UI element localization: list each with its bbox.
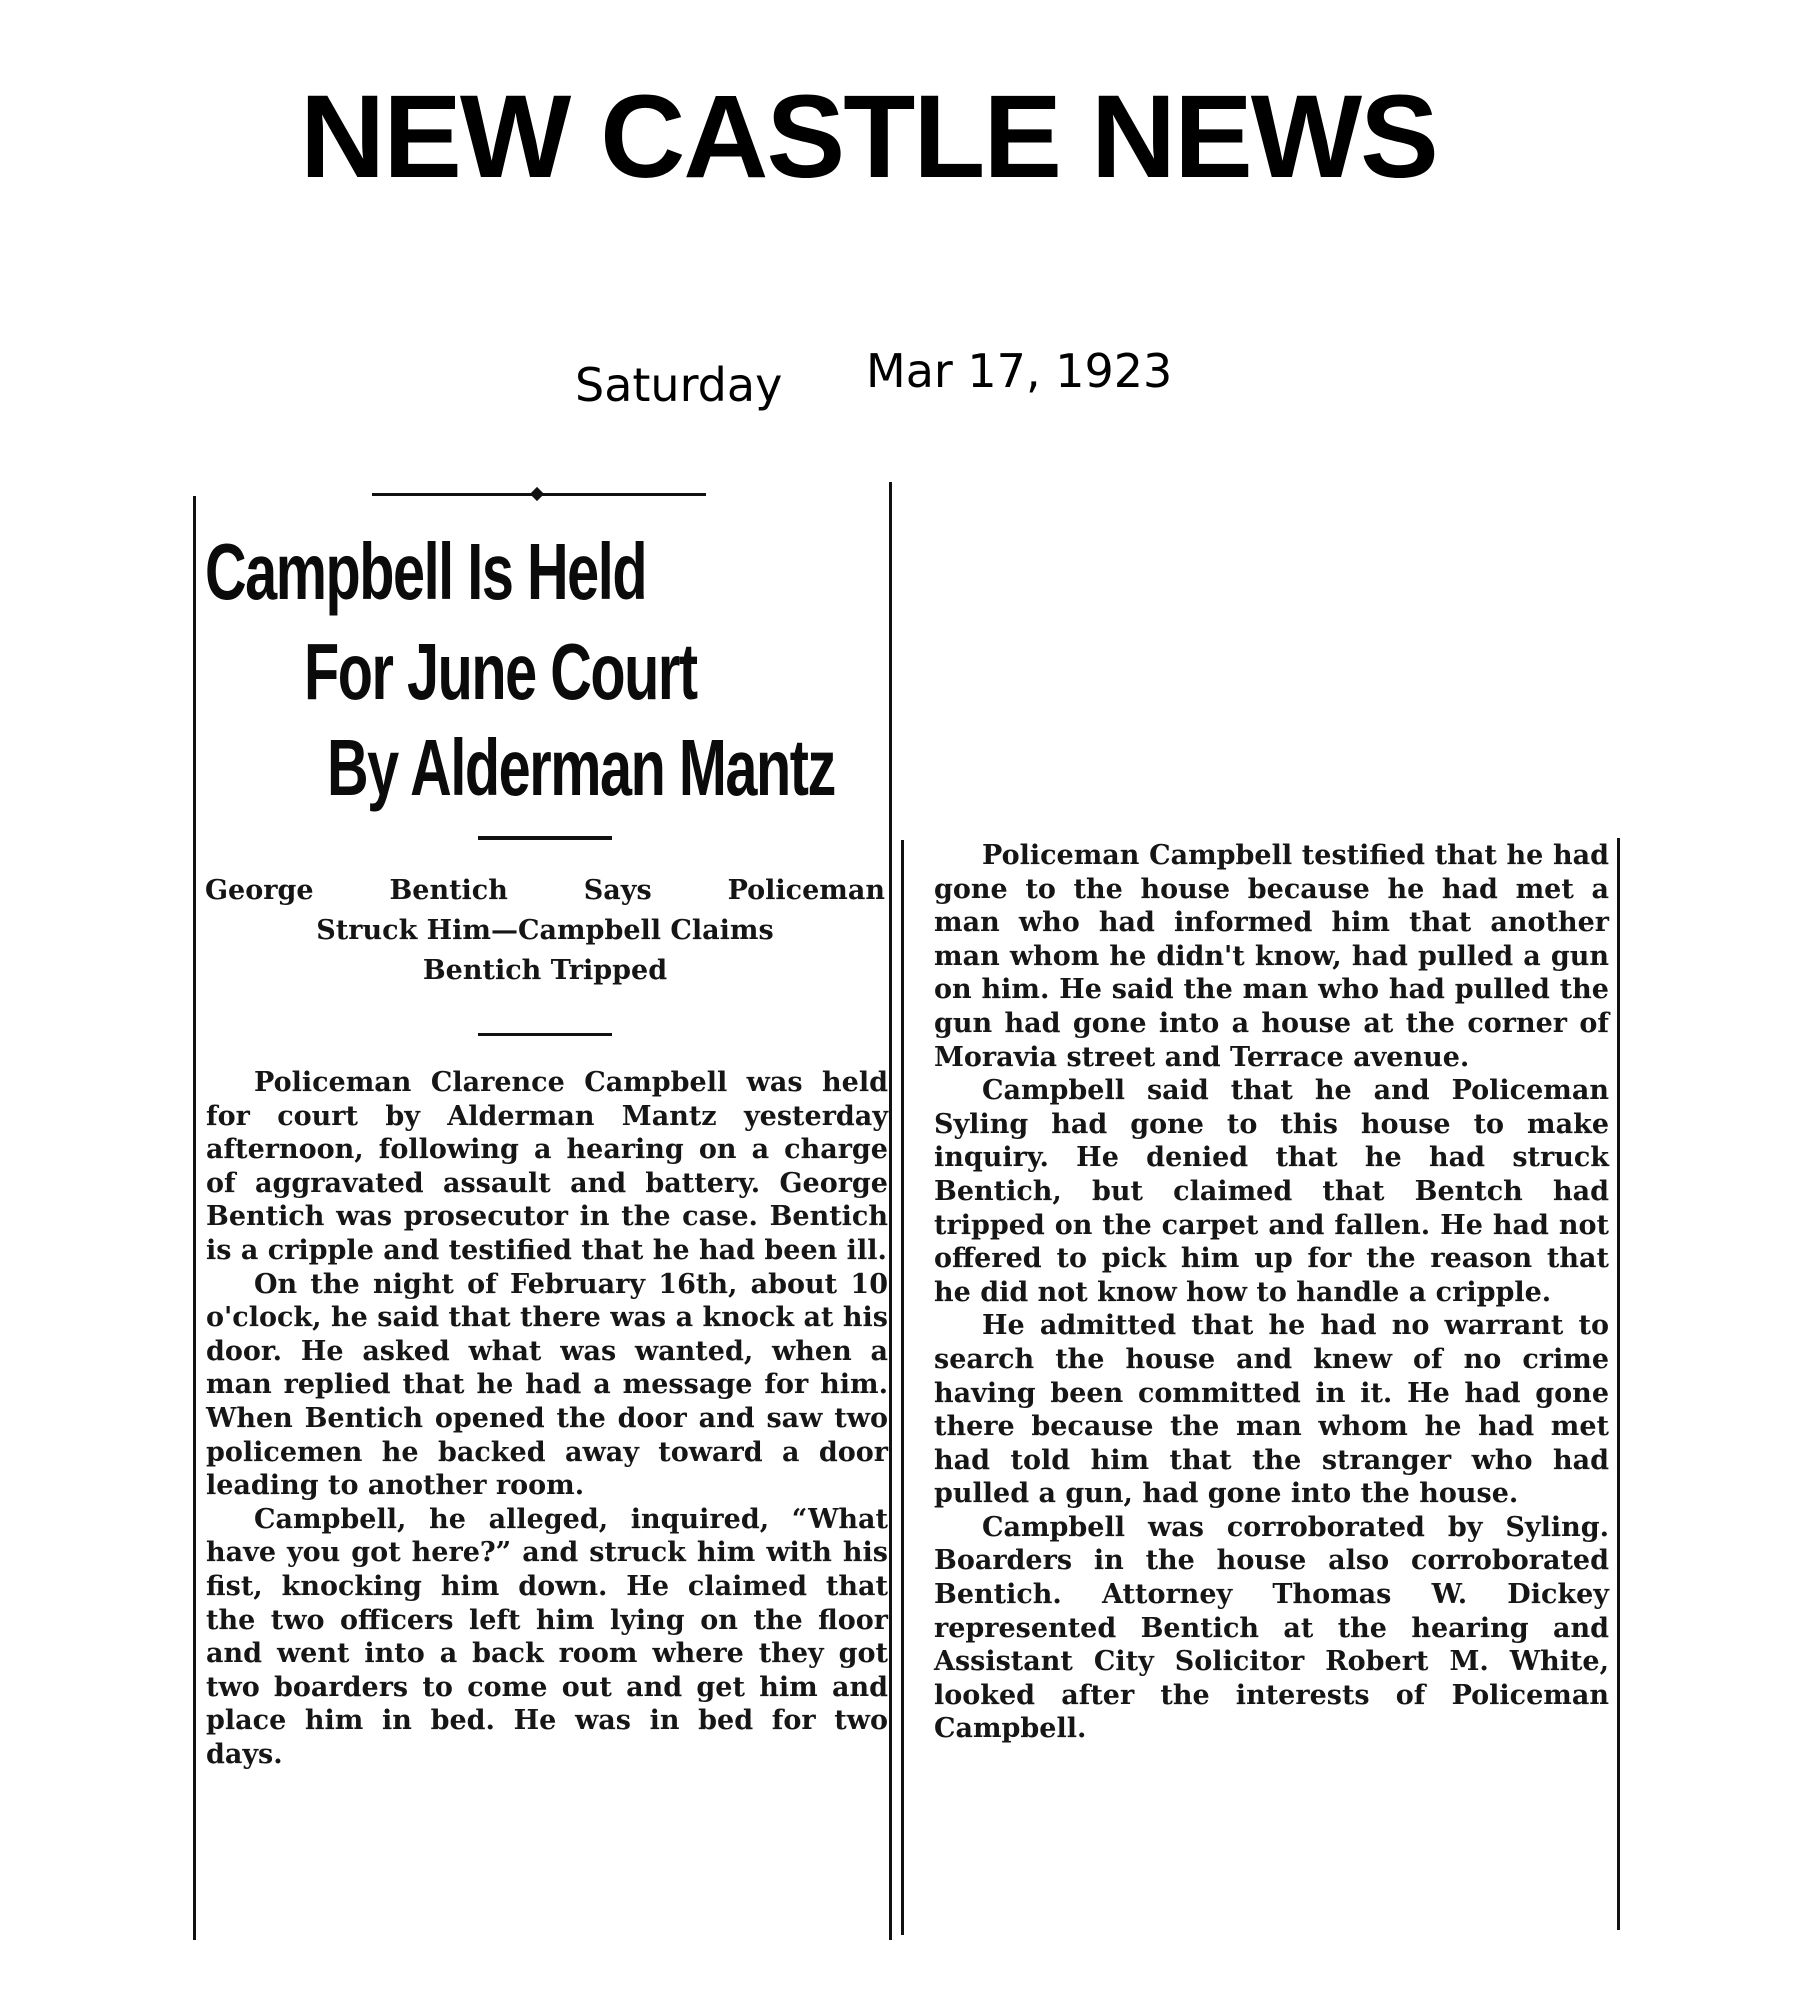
- headline-line-3: By Alderman Mantz: [327, 723, 835, 812]
- headline-line-1: Campbell Is Held: [205, 527, 647, 616]
- article-right-column: [934, 839, 1609, 1746]
- paragraph: On the night of February 16th, about 10 o'clock, he said that there was a knock at his door. He asked what was wanted, when a man replied that he had a message for him. When Bentich opened the door and saw two policemen he backed away toward a door leading to another room.: [206, 1268, 888, 1502]
- left-border-rule: [193, 496, 196, 1940]
- middle-column-rule-left: [889, 482, 892, 1940]
- right-border-rule: [1617, 838, 1620, 1930]
- deck-line-3: Bentich Tripped: [422, 955, 668, 986]
- paragraph: Campbell said that he and Policeman Syling had gone to this house to make inquiry. He denied that he had struck Bentich, but claimed that Bentch had tripped on the carpet and fallen. He had not offered to pick him up for the reason that he did not know how to handle a cripple.: [934, 1075, 1609, 1308]
- paragraph: He admitted that he had no warrant to search the house and knew of no crime having been committed in it. He had gone there because the man whom he had met had told him that the stranger who had pulled a gun, had gone into the house.: [934, 1310, 1609, 1510]
- dateline-day: Saturday: [575, 358, 783, 412]
- headline-line-2: For June Court: [304, 627, 697, 716]
- deck-line-2: Struck Him—Campbell Claims: [316, 915, 774, 946]
- masthead-title: NEW CASTLE NEWS: [300, 71, 1437, 203]
- article-left-column: [206, 1066, 888, 1771]
- middle-column-rule-right: [901, 840, 904, 1935]
- deck-line-1: George Bentich Says Policeman: [205, 875, 885, 906]
- paragraph: Campbell was corroborated by Syling. Boarders in the house also corroborated Bentich. Attorney Thomas W. Dickey represented Bentich at the hearing and Assistant City Solicitor Robert M. White, looked after the interests of Policeman Campbell.: [934, 1511, 1609, 1745]
- paragraph: Policeman Clarence Campbell was held for court by Alderman Mantz yesterday afternoon, following a hearing on a charge of aggravated assault and battery. George Bentich was prosecutor in the case. Bentich is a cripple and testified that he had been ill.: [206, 1067, 888, 1266]
- dateline-date: Mar 17, 1923: [866, 344, 1173, 398]
- paragraph: Campbell, he alleged, inquired, “What have you got here?” and struck him with his fist, knocking him down. He claimed that the two officers left him lying on the floor and went into a back room where they got two boarders to come out and get him and place him in bed. He was in bed for two days.: [206, 1503, 888, 1770]
- headline-divider: [478, 836, 612, 840]
- deck-divider: [478, 1033, 612, 1036]
- ornament-diamond-icon: [530, 487, 544, 501]
- paragraph: Policeman Campbell testified that he had gone to the house because he had met a man who had informed him that another man whom he didn't know, had pulled a gun on him. He said the man who had pulled the gun had gone into a house at the corner of Moravia street and Terrace avenue.: [934, 840, 1609, 1073]
